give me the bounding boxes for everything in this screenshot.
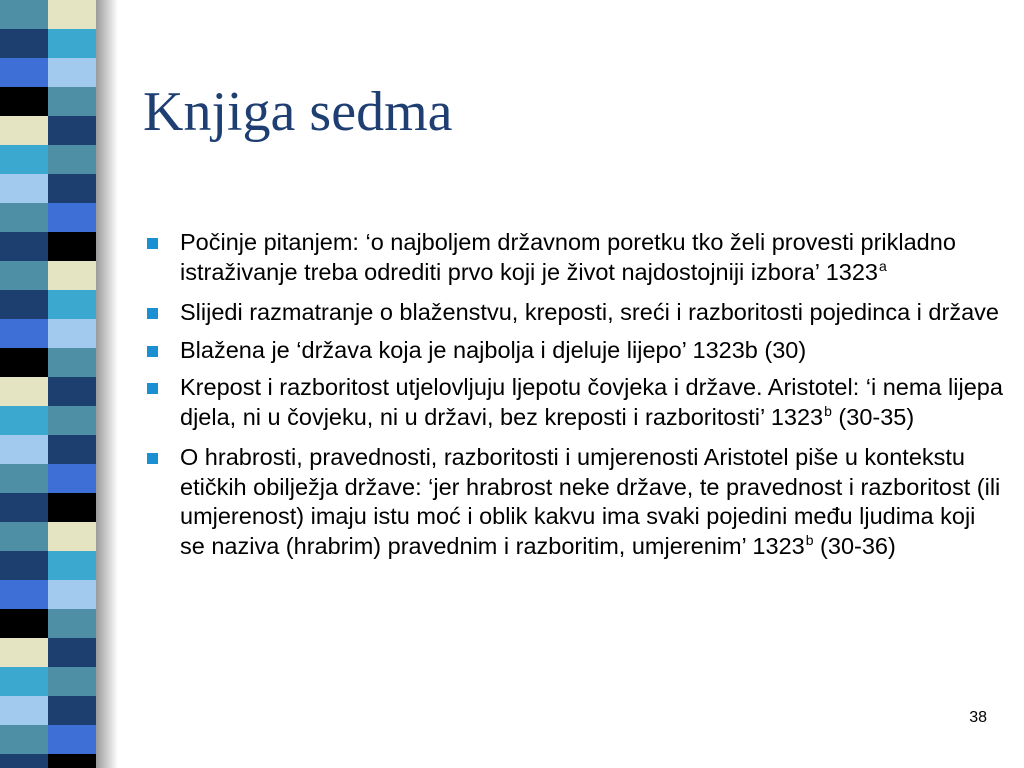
stripe-segment (0, 638, 48, 667)
stripe-segment (48, 754, 96, 768)
stripe-segment (0, 580, 48, 609)
stripe-segment (48, 145, 96, 174)
stripe-segment (48, 522, 96, 551)
stripe-segment (0, 29, 48, 58)
stripe-segment (48, 493, 96, 522)
bullet-tail: (30-36) (813, 532, 896, 559)
stripe-segment (48, 261, 96, 290)
stripe-segment (0, 377, 48, 406)
stripe-segment (0, 754, 48, 768)
bullet-text: O hrabrosti, pravednosti, razboritosti i umjerenosti Aristotel piše u kontekstu etičkih obilježja države: ‘jer hrabrost neke države, te pravednost i razboritost (ili umjerenost) imaju istu moć i oblik kakvu ima svaki pojedini među ljudima koji se naziva (hrabrim) pravednim i razboritim, umjerenim’ 1323 (180, 444, 1001, 559)
stripe-segment (48, 87, 96, 116)
stripe-segment (0, 725, 48, 754)
bullet-item (145, 373, 1005, 435)
stripe-segment (48, 58, 96, 87)
stripe-segment (0, 406, 48, 435)
bullet-superscript: a (878, 257, 887, 274)
stripe-segment (48, 435, 96, 464)
stripe-segment (0, 87, 48, 116)
stripe-segment (48, 696, 96, 725)
bullet-text: Počinje pitanjem: ‘o najboljem državnom poretku tko želi provesti prikladno istraživanje treba odrediti prvo koji je život najdostojniji izbora’ 1323 (180, 229, 956, 285)
stripe-segment (0, 174, 48, 203)
stripe-segment (48, 29, 96, 58)
bullet-item (145, 298, 1005, 328)
square-bullet-icon (147, 238, 158, 249)
bullet-list (145, 228, 1005, 572)
stripe-segment (0, 261, 48, 290)
bullet-item (145, 336, 1005, 366)
stripe-segment (48, 377, 96, 406)
stripe-segment (0, 551, 48, 580)
stripe-segment (48, 203, 96, 232)
stripe-segment (48, 232, 96, 261)
stripe-segment (48, 319, 96, 348)
square-bullet-icon (147, 308, 158, 319)
stripe-segment (0, 145, 48, 174)
square-bullet-icon (147, 453, 158, 464)
stripe-segment (48, 116, 96, 145)
bullet-text: Blažena je ‘država koja je najbolja i djeluje lijepo’ 1323b (30) (180, 336, 807, 363)
stripe-shadow (96, 0, 118, 768)
stripe-segment (0, 203, 48, 232)
stripe-segment (48, 609, 96, 638)
stripe-segment (48, 725, 96, 754)
page-number: 38 (969, 709, 987, 726)
square-bullet-icon (147, 346, 158, 357)
square-bullet-icon (147, 383, 158, 394)
stripe-segment (48, 0, 96, 29)
stripe-segment (0, 609, 48, 638)
stripe-segment (0, 58, 48, 87)
stripe-segment (48, 638, 96, 667)
bullet-superscript: b (805, 531, 814, 548)
stripe-segment (0, 290, 48, 319)
bullet-item (145, 228, 1005, 290)
stripe-segment (0, 522, 48, 551)
stripe-segment (0, 464, 48, 493)
stripe-segment (0, 667, 48, 696)
stripe-segment (0, 696, 48, 725)
bullet-text: Krepost i razboritost utjelovljuju ljepotu čovjeka i države. Aristotel: ‘i nema lijepa djela, ni u čovjeku, ni u državi, bez kreposti i razboritosti’ 1323 (180, 374, 1003, 430)
stripe-segment (48, 290, 96, 319)
bullet-superscript: b (824, 402, 832, 419)
stripe-segment (48, 580, 96, 609)
stripe-segment (48, 464, 96, 493)
stripe-segment (0, 493, 48, 522)
stripe-segment (0, 0, 48, 29)
stripe-segment (0, 319, 48, 348)
stripe-segment (48, 667, 96, 696)
stripe-segment (48, 174, 96, 203)
stripe-segment (48, 551, 96, 580)
stripe-segment (48, 406, 96, 435)
stripe-segment (0, 116, 48, 145)
bullet-text: Slijedi razmatranje o blaženstvu, kreposti, sreći i razboritosti pojedinca i države (180, 299, 999, 325)
stripe-segment (0, 348, 48, 377)
bullet-item (145, 443, 1005, 564)
stripe-segment (48, 348, 96, 377)
stripe-segment (0, 435, 48, 464)
slide-title: Knjiga sedma (143, 81, 453, 143)
bullet-tail: (30-35) (831, 403, 915, 430)
stripe-segment (0, 232, 48, 261)
